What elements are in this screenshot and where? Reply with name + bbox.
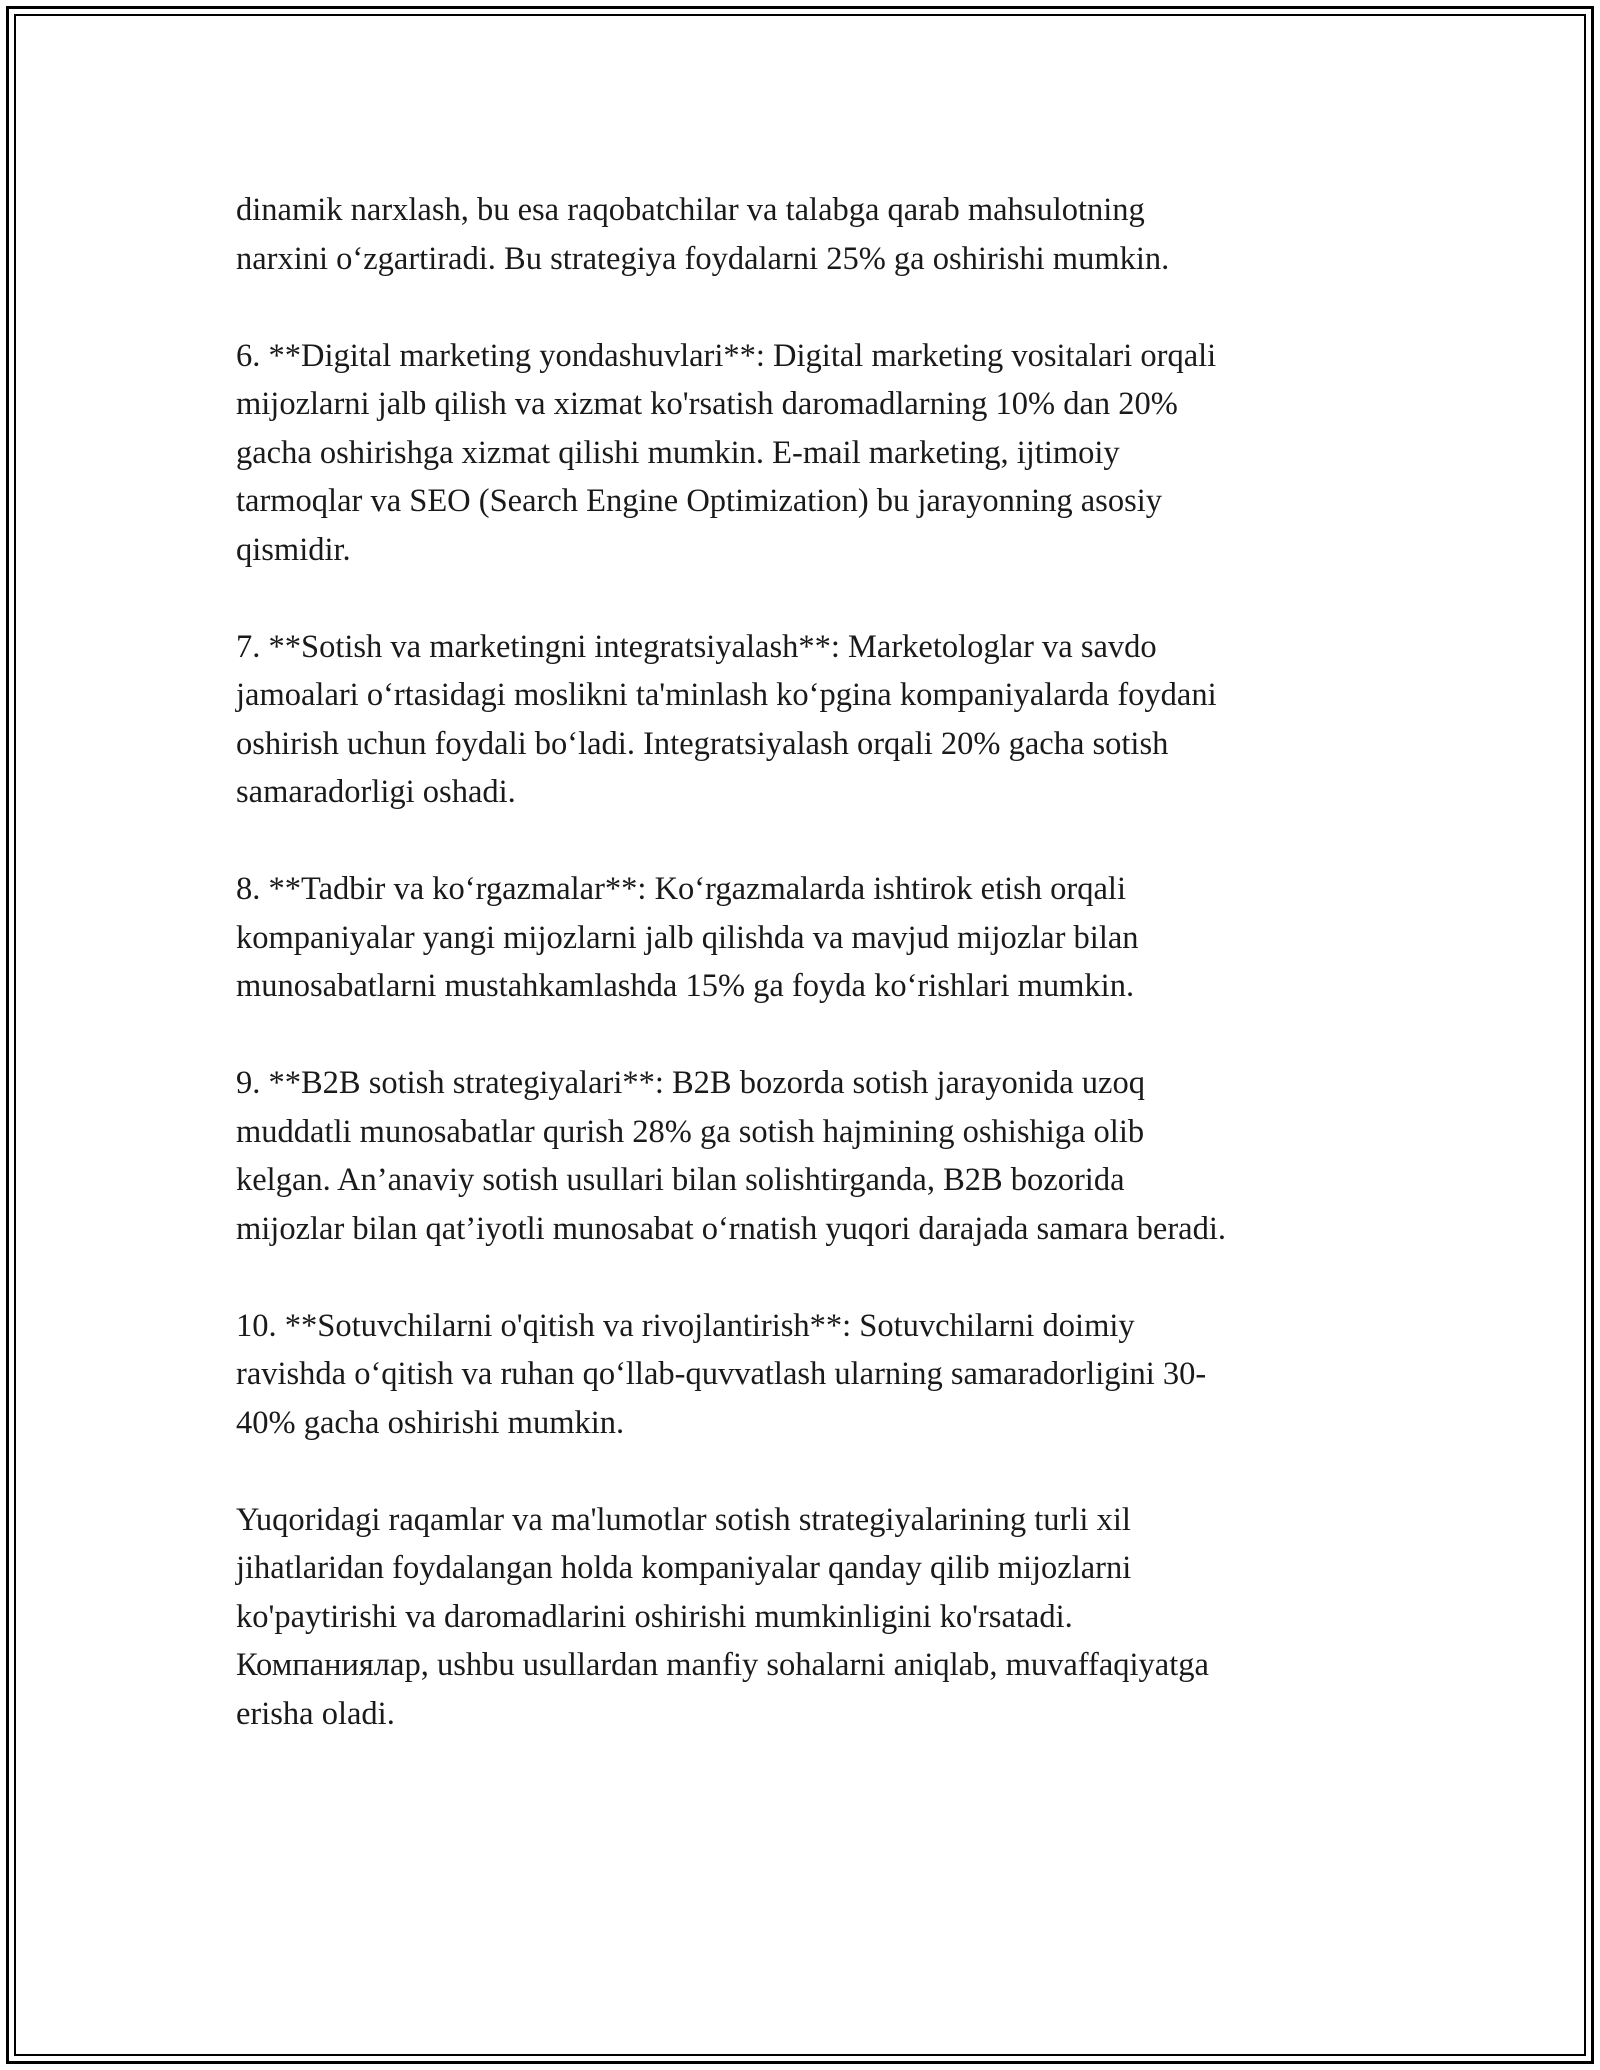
paragraph-item-9-b2b-strategies	[236, 1059, 1366, 1253]
document-body	[236, 186, 1366, 1787]
text-line: kompaniyalar yangi mijozlarni jalb qilishda va mavjud mijozlar bilan	[236, 919, 1139, 956]
text-line: dinamik narxlash, bu esa raqobatchilar va talabga qarab mahsulotning	[236, 192, 1145, 228]
text-line: 8. **Tadbir va ko‘rgazmalar**: Ko‘rgazmalarda ishtirok etish orqali	[236, 871, 1126, 907]
text-line: 40% gacha oshirishi mumkin.	[236, 1404, 625, 1441]
paragraph-item-7-sales-marketing-integration	[236, 623, 1366, 817]
text-line: gacha oshirishga xizmat qilishi mumkin. E-mail marketing, ijtimoiy	[236, 434, 1120, 471]
text-line: oshirish uchun foydali bo‘ladi. Integratsiyalash orqali 20% gacha sotish	[236, 725, 1169, 762]
text-line: Компаниялар, ushbu usullardan manfiy sohalarni aniqlab, muvaffaqiyatga	[236, 1647, 1209, 1683]
text-line: qismidir.	[236, 531, 351, 568]
paragraph-item-10-sales-training	[236, 1302, 1366, 1448]
text-line: mijozlarni jalb qilish va xizmat ko'rsatish daromadlarning 10% dan 20%	[236, 386, 1178, 422]
text-line: 9. **B2B sotish strategiyalari**: B2B bozorda sotish jarayonida uzoq	[236, 1065, 1145, 1101]
text-line: muddatli munosabatlar qurish 28% ga sotish hajmining oshishiga olib	[236, 1113, 1145, 1150]
text-line: munosabatlarni mustahkamlashda 15% ga foyda ko‘rishlari mumkin.	[236, 968, 1135, 1004]
text-line: kelgan. An’anaviy sotish usullari bilan solishtirganda, B2B bozorida	[236, 1162, 1125, 1198]
text-line: jamoalari o‘rtasidagi moslikni ta'minlash ko‘pgina kompaniyalarda foydani	[236, 677, 1217, 713]
text-line: 6. **Digital marketing yondashuvlari**: Digital marketing vositalari orqali	[236, 337, 1217, 374]
text-line: ravishda o‘qitish va ruhan qo‘llab-quvvatlash ularning samaradorligini 30-	[236, 1356, 1207, 1392]
text-line: narxini o‘zgartiradi. Bu strategiya foydalarni 25% ga oshirishi mumkin.	[236, 240, 1170, 277]
paragraph-conclusion	[236, 1496, 1366, 1739]
text-line: 7. **Sotish va marketingni integratsiyalash**: Marketologlar va savdo	[236, 628, 1157, 665]
text-line: ko'paytirishi va daromadlarini oshirishi mumkinligini ko'rsatadi.	[236, 1598, 1073, 1635]
text-line: samaradorligi oshadi.	[236, 774, 516, 810]
text-line: Yuqoridagi raqamlar va ma'lumotlar sotish strategiyalarining turli xil	[236, 1501, 1131, 1538]
text-line: jihatlaridan foydalangan holda kompaniyalar qanday qilib mijozlarni	[236, 1550, 1132, 1586]
paragraph-dynamic-pricing	[236, 186, 1366, 283]
paragraph-item-8-events-exhibitions	[236, 865, 1366, 1011]
text-line: 10. **Sotuvchilarni o'qitish va rivojlantirish**: Sotuvchilarni doimiy	[236, 1307, 1135, 1344]
text-line: tarmoqlar va SEO (Search Engine Optimization) bu jarayonning asosiy	[236, 483, 1163, 519]
text-line: erisha oladi.	[236, 1695, 395, 1732]
text-line: mijozlar bilan qat’iyotli munosabat o‘rnatish yuqori darajada samara beradi.	[236, 1210, 1227, 1247]
paragraph-item-6-digital-marketing	[236, 332, 1366, 575]
